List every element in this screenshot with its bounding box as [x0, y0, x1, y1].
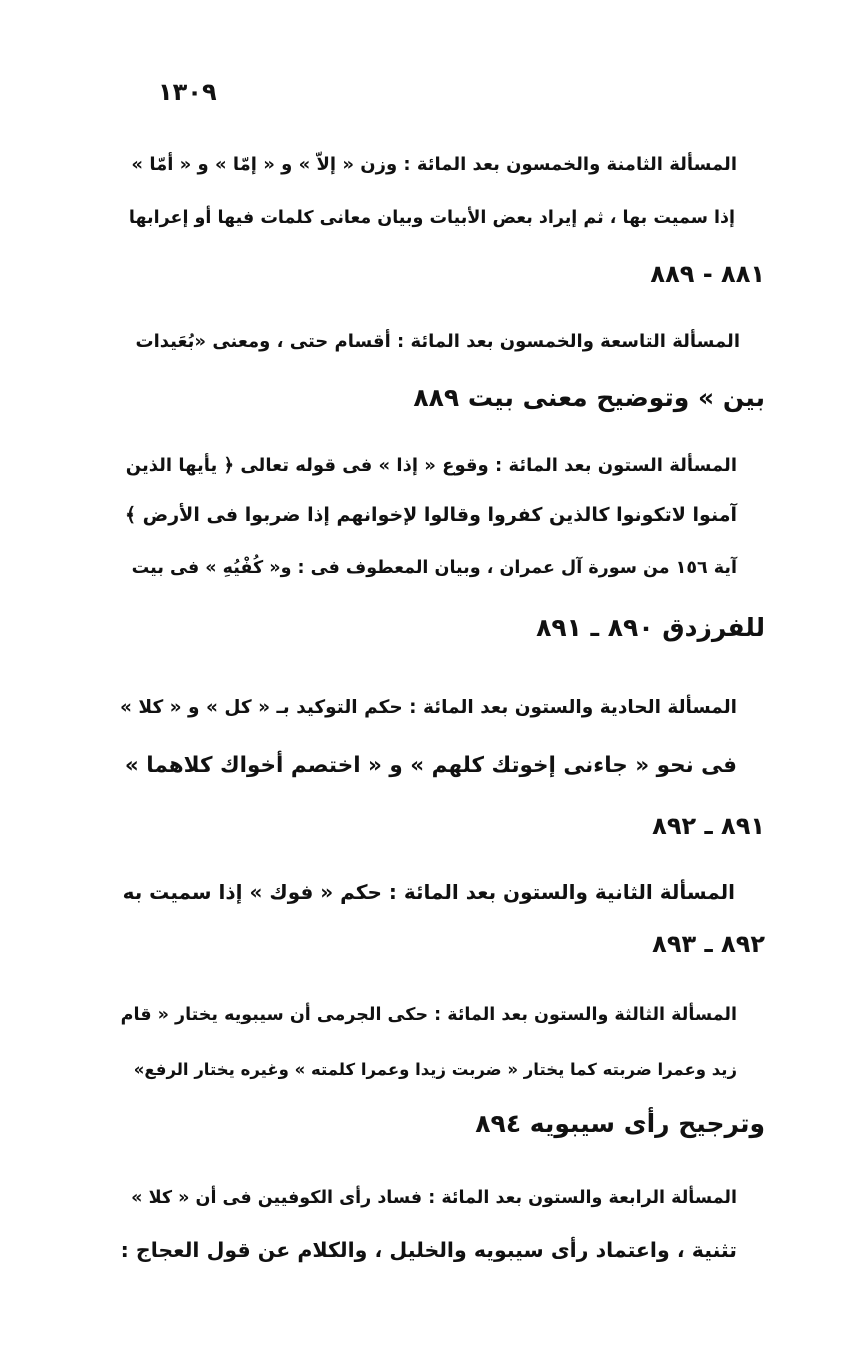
- entry-6-line-1: المسألة الثالثة والستون بعد المائة : حكى الجرمى أن سيبويه يختار « قام: [120, 1005, 737, 1025]
- entry-5-line-1: المسألة الثانية والستون بعد المائة : حكم « فوك » إذا سميت به: [122, 880, 735, 904]
- entry-7-line-1: المسألة الرابعة والستون بعد المائة : فساد رأى الكوفيين فى أن « كلا »: [131, 1188, 737, 1208]
- entry-3-line-3: آية ١٥٦ من سورة آل عمران ، وبيان المعطوف فى : و« كُفْيُهِ » فى بيت: [131, 558, 737, 578]
- entry-2-line-2: بين » وتوضيح معنى بيت ٨٨٩: [413, 383, 765, 412]
- entry-3-line-4: للفرزدق ٨٩٠ ـ ٨٩١: [536, 613, 765, 642]
- entry-1-pages: ٨٨١ - ٨٨٩: [650, 260, 765, 288]
- entry-7-line-2: تثنية ، واعتماد رأى سيبويه والخليل ، والكلام عن قول العجاج :: [120, 1238, 737, 1262]
- entry-2-line-1: المسألة التاسعة والخمسون بعد المائة : أقسام حتى ، ومعنى «بُعَيدات: [135, 331, 740, 352]
- entry-3-line-2: آمنوا لاتكونوا كالذين كفروا وقالوا لإخوانهم إذا ضربوا فى الأرض ﴾: [124, 504, 737, 526]
- entry-4-pages: ٨٩١ ـ ٨٩٢: [652, 812, 765, 840]
- entry-3-line-1: المسألة الستون بعد المائة : وقوع « إذا » فى قوله تعالى ﴿ يأيها الذين: [125, 455, 737, 476]
- entry-4-line-2: فى نحو « جاءنى إخوتك كلهم » و « اختصم أخواك كلاهما »: [124, 753, 737, 778]
- entry-5-pages: ٨٩٢ ـ ٨٩٣: [652, 930, 765, 958]
- entry-1-line-1: المسألة الثامنة والخمسون بعد المائة : وزن « إلاّ » و « إمّا » و « أمّا »: [131, 154, 737, 175]
- page-number: ١٣٠٩: [158, 78, 217, 106]
- entry-6-line-3: وترجيح رأى سيبويه ٨٩٤: [475, 1109, 765, 1138]
- entry-4-line-1: المسألة الحادية والستون بعد المائة : حكم التوكيد بـ « كل » و « كلا »: [120, 697, 737, 718]
- entry-6-line-2: زيد وعمرا ضربته كما يختار « ضربت زيدا وعمرا كلمته » وغيره يختار الرفع»: [133, 1060, 737, 1079]
- entry-1-line-2: إذا سميت بها ، ثم إيراد بعض الأبيات وبيان معانى كلمات فيها أو إعرابها: [128, 208, 735, 228]
